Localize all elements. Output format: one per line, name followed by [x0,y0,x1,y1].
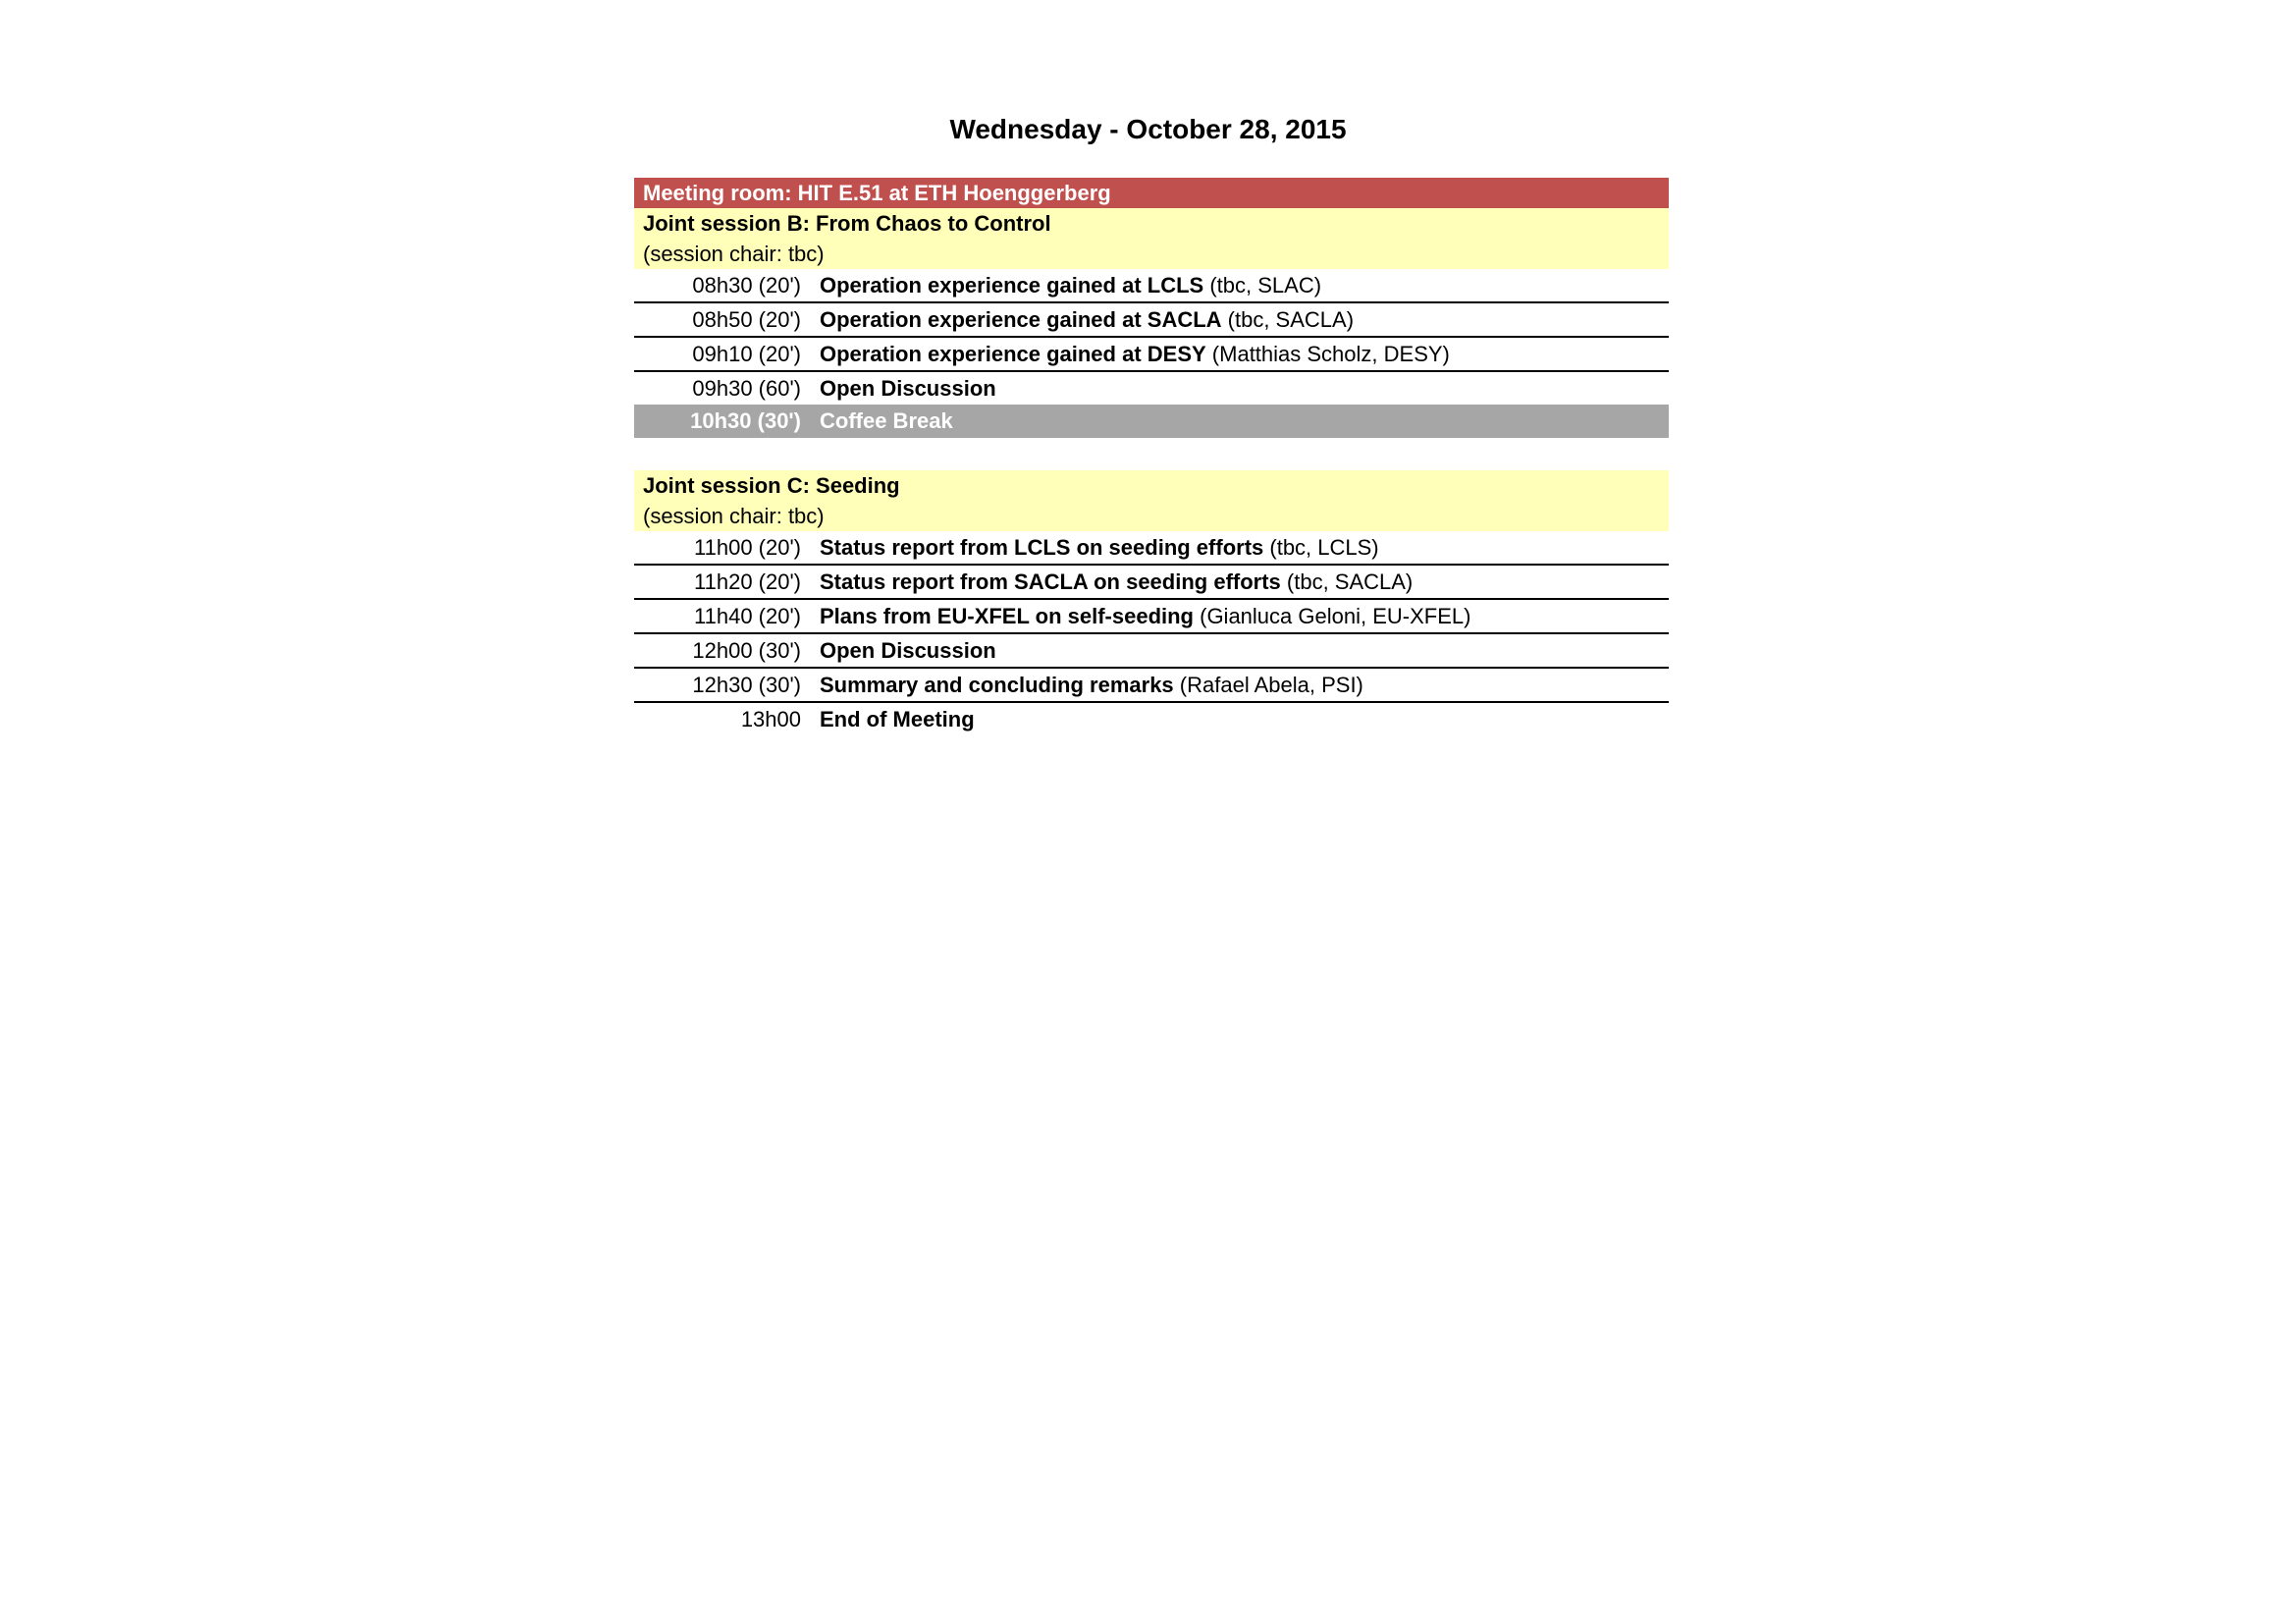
talk-time: 10h30 (30') [690,408,801,433]
session-title: Joint session C: Seeding [643,473,900,498]
talk-speaker: (tbc, SACLA) [1280,569,1414,594]
talk-title: Plans from EU-XFEL on self-seeding [820,604,1194,628]
session-chair: (session chair: tbc) [643,504,825,528]
session-chair: (session chair: tbc) [643,242,825,266]
talk-row [634,634,1669,669]
talk-description [801,531,1669,564]
talk-title: Operation experience gained at SACLA [820,307,1222,332]
talk-description [801,669,1669,701]
talk-row [634,372,1669,405]
talk-description [801,338,1669,370]
talk-description [801,269,1669,301]
talk-row [634,531,1669,566]
talk-title: End of Meeting [820,707,975,731]
talk-description [801,600,1669,632]
talk-time: 11h00 (20') [694,535,801,560]
talk-time: 12h00 (30') [692,638,801,663]
agenda-table [634,178,1669,735]
coffee-break-row [634,405,1669,438]
talk-row [634,338,1669,372]
talk-description [801,566,1669,598]
talk-row [634,669,1669,703]
talk-time: 11h40 (20') [694,604,801,628]
talk-time: 08h30 (20') [692,273,801,298]
talk-description [801,372,1669,405]
talk-speaker: (Matthias Scholz, DESY) [1205,342,1450,366]
talk-speaker: (tbc, SLAC) [1203,273,1322,298]
talk-row [634,303,1669,338]
talk-description [801,303,1669,336]
talk-title: Operation experience gained at LCLS [820,273,1204,298]
talk-title: Operation experience gained at DESY [820,342,1206,366]
meeting-room-header: Meeting room: HIT E.51 at ETH Hoenggerberg [634,178,1669,208]
talk-title: Open Discussion [820,638,996,663]
page-title: Wednesday - October 28, 2015 [949,114,1347,144]
talk-time: 12h30 (30') [692,673,801,697]
talk-row [634,703,1669,735]
session-b-header [634,208,1669,269]
talk-time: 13h00 [740,707,801,731]
talk-title: Status report from LCLS on seeding efforts [820,535,1264,560]
spacer [634,438,1669,470]
talk-speaker: (Gianluca Geloni, EU-XFEL) [1194,604,1471,628]
talk-description [801,405,1669,438]
talk-row [634,269,1669,303]
talk-speaker: (Rafael Abela, PSI) [1173,673,1363,697]
talk-row [634,600,1669,634]
session-title: Joint session B: From Chaos to Control [643,211,1051,236]
talk-row [634,566,1669,600]
talk-title: Open Discussion [820,376,996,401]
talk-time: 11h20 (20') [694,569,801,594]
talk-title: Status report from SACLA on seeding efforts [820,569,1281,594]
talk-time: 09h10 (20') [692,342,801,366]
talk-speaker: (tbc, SACLA) [1221,307,1355,332]
session-c-header [634,470,1669,531]
talk-description [801,703,1669,735]
talk-speaker: (tbc, LCLS) [1263,535,1379,560]
talk-description [801,634,1669,667]
talk-time: 08h50 (20') [692,307,801,332]
talk-time: 09h30 (60') [692,376,801,401]
talk-title: Coffee Break [820,408,953,433]
talk-title: Summary and concluding remarks [820,673,1174,697]
